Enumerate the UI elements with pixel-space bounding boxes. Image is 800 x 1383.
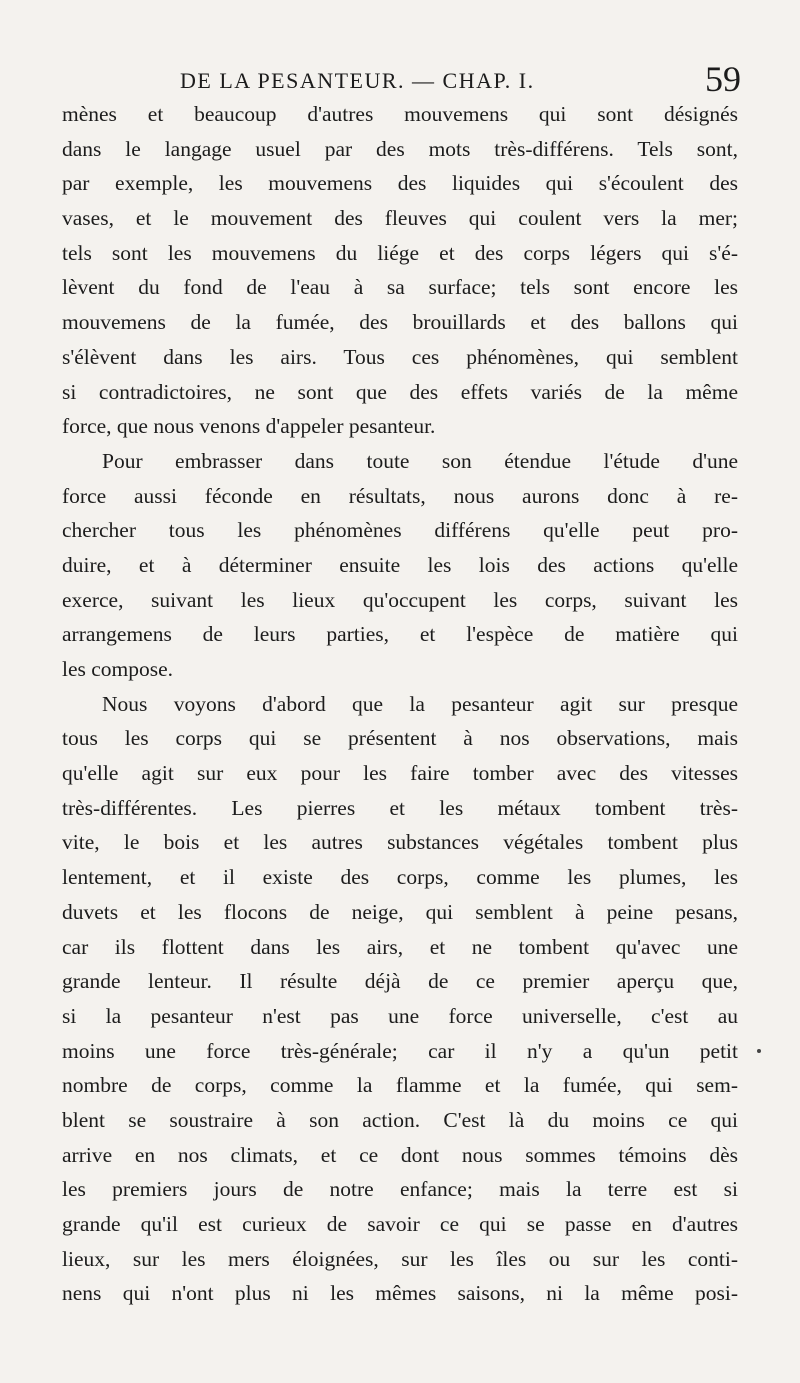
text-line: Nous voyons d'abord que la pesanteur agit sur presque xyxy=(102,691,738,716)
text-line: mènes et beaucoup d'autres mouvemens qui sont désignés xyxy=(62,102,738,126)
text-line: grande lenteur. Il résulte déjà de ce premier aperçu que, xyxy=(62,969,738,994)
text-line: Pour embrasser dans toute son étendue l'étude d'une xyxy=(102,448,738,473)
text-line: duvets et les flocons de neige, qui semblent à peine pesans, xyxy=(62,899,738,924)
text-line: moins une force très-générale; car il n'y a qu'un petit xyxy=(62,1038,738,1063)
text-line: car ils flottent dans les airs, et ne tombent qu'avec une xyxy=(62,934,738,959)
ink-speck xyxy=(757,1049,761,1053)
text-line: tous les corps qui se présentent à nos observations, mais xyxy=(62,726,738,751)
text-line: dans le langage usuel par des mots très-différens. Tels sont, xyxy=(62,136,738,161)
text-line: force, que nous venons d'appeler pesanteur. xyxy=(62,414,436,439)
text-line: les compose. xyxy=(62,657,174,681)
text-line: duire, et à déterminer ensuite les lois des actions qu'elle xyxy=(62,552,738,577)
text-line: les premiers jours de notre enfance; mais la terre est si xyxy=(62,1177,738,1202)
text-line: qu'elle agit sur eux pour les faire tomber avec des vitesses xyxy=(62,761,738,786)
text-line: nombre de corps, comme la flamme et la fumée, qui sem- xyxy=(62,1073,738,1098)
text-line: exerce, suivant les lieux qu'occupent les corps, suivant les xyxy=(62,587,738,612)
running-head: DE LA PESANTEUR. — CHAP. I. xyxy=(180,68,535,93)
text-line: blent se soustraire à son action. C'est là du moins ce qui xyxy=(62,1107,738,1132)
text-line: nens qui n'ont plus ni les mêmes saisons, ni la même posi- xyxy=(62,1281,738,1306)
text-line: lieux, sur les mers éloignées, sur les îles ou sur les conti- xyxy=(62,1246,738,1271)
text-line: grande qu'il est curieux de savoir ce qui se passe en d'autres xyxy=(62,1212,738,1236)
page-number: 59 xyxy=(705,59,741,99)
text-line: arrangemens de leurs parties, et l'espèce de matière qui xyxy=(62,622,738,647)
text-line: lentement, et il existe des corps, comme les plumes, les xyxy=(62,865,738,890)
text-line: si contradictoires, ne sont que des effets variés de la même xyxy=(62,379,738,404)
text-line: mouvemens de la fumée, des brouillards et des ballons qui xyxy=(62,310,738,335)
text-line: vite, le bois et les autres substances végétales tombent plus xyxy=(62,830,738,855)
text-line: lèvent du fond de l'eau à sa surface; tels sont encore les xyxy=(62,275,738,300)
text-line: force aussi féconde en résultats, nous aurons donc à re- xyxy=(62,483,738,508)
text-line: chercher tous les phénomènes différens qu'elle peut pro- xyxy=(62,518,738,543)
text-line: vases, et le mouvement des fleuves qui coulent vers la mer; xyxy=(62,206,738,231)
text-line: très-différentes. Les pierres et les métaux tombent très- xyxy=(62,795,738,820)
text-line: arrive en nos climats, et ce dont nous sommes témoins dès xyxy=(62,1142,738,1167)
text-line: par exemple, les mouvemens des liquides qui s'écoulent des xyxy=(62,171,738,196)
body-text xyxy=(62,97,738,1311)
text-line: s'élèvent dans les airs. Tous ces phénomènes, qui semblent xyxy=(62,344,738,369)
text-line: tels sont les mouvemens du liége et des corps légers qui s'é- xyxy=(62,240,738,265)
text-line: si la pesanteur n'est pas une force universelle, c'est au xyxy=(62,1003,738,1028)
